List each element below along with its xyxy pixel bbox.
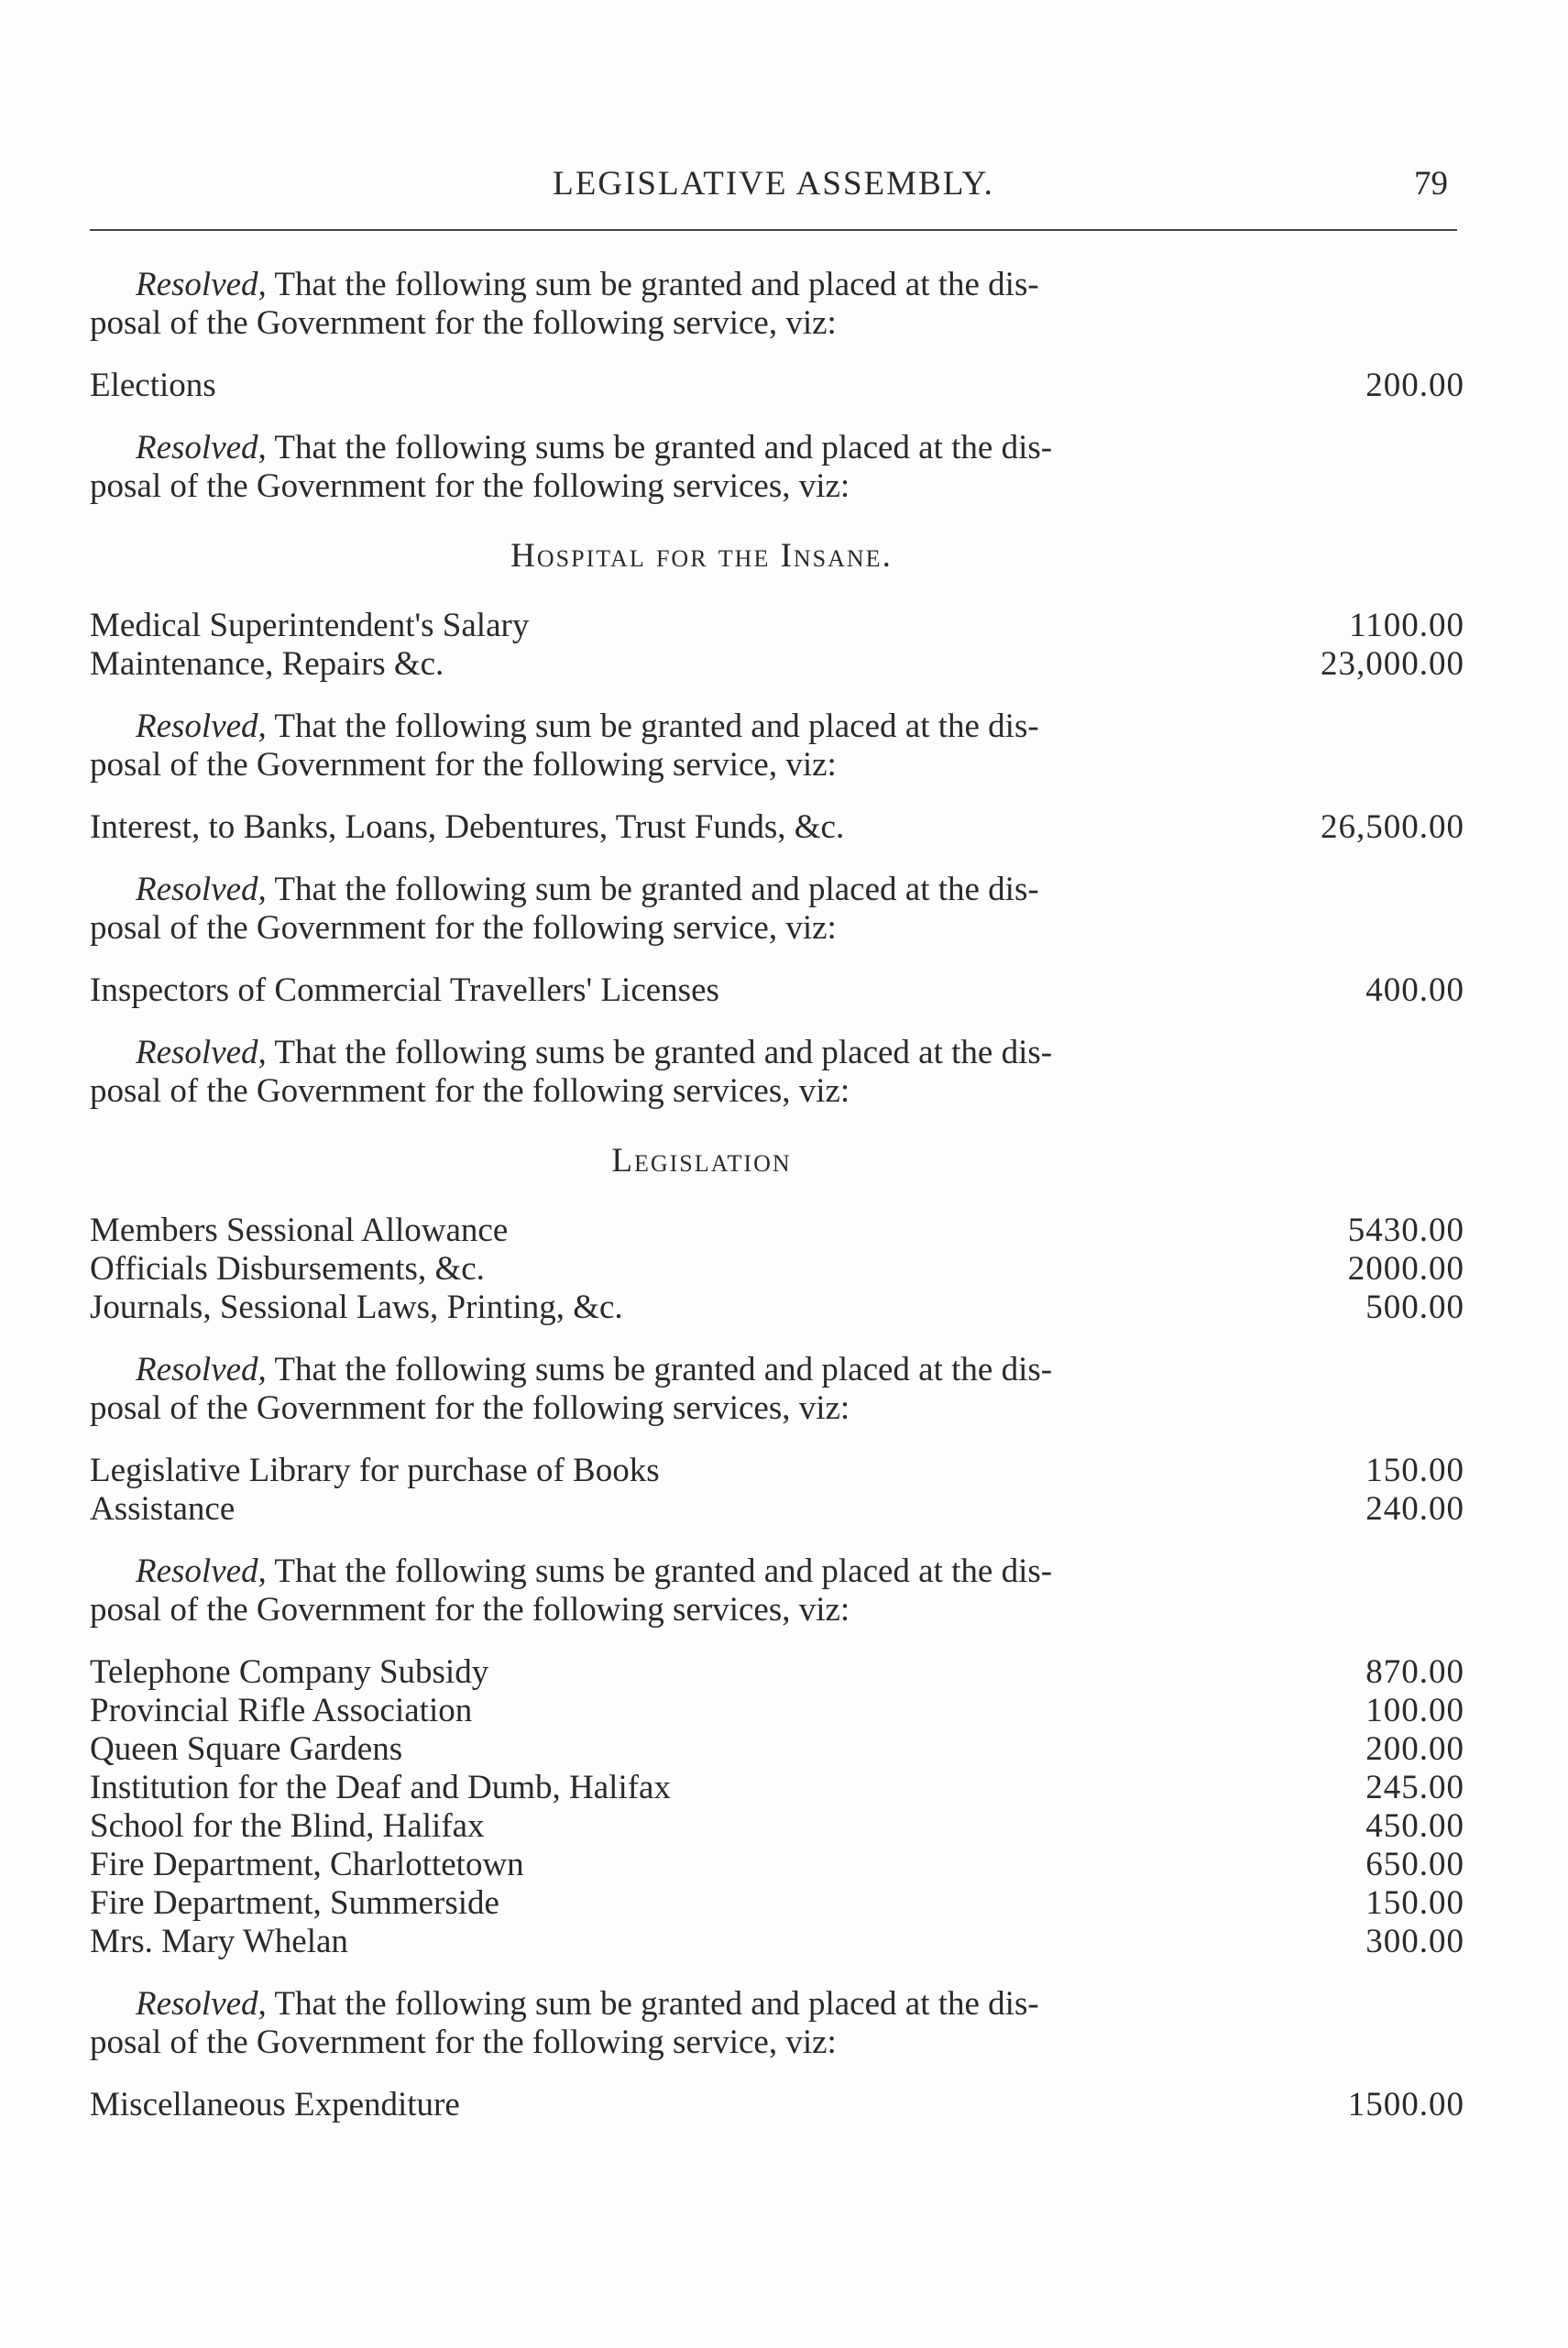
resolved-word: Resolved, [136, 1553, 267, 1590]
item-amount: 150.00 [1365, 1452, 1464, 1489]
item-label: Provincial Rifle Association [90, 1692, 473, 1729]
item-amount: 245.00 [1365, 1769, 1464, 1806]
appropriation-list [90, 1452, 1474, 1529]
resolution-line [90, 1985, 1313, 2024]
item-label: Legislative Library for purchase of Books [90, 1452, 660, 1489]
resolution-line: posal of the Government for the following service, viz: [90, 2024, 837, 2061]
appropriation-row [90, 367, 1464, 405]
appropriation-row [90, 1212, 1464, 1250]
appropriation-row [90, 1452, 1464, 1490]
item-amount: 870.00 [1365, 1653, 1464, 1691]
appropriation-row [90, 1846, 1464, 1884]
resolution-line: posal of the Government for the following services, viz: [90, 1591, 850, 1629]
item-amount: 150.00 [1365, 1884, 1464, 1922]
item-amount: 240.00 [1365, 1490, 1464, 1528]
resolution-line: posal of the Government for the following services, viz: [90, 1072, 850, 1110]
resolution-line: posal of the Government for the following service, viz: [90, 909, 837, 947]
resolution-line: posal of the Government for the following service, viz: [90, 304, 837, 342]
item-label: Journals, Sessional Laws, Printing, &c. [90, 1289, 623, 1326]
resolution-text: That the following sum be granted and placed at the dis- [266, 266, 1039, 303]
appropriation-list [90, 1653, 1474, 1961]
item-label: Mrs. Mary Whelan [90, 1923, 348, 1960]
appropriation-list [90, 808, 1474, 847]
item-amount: 23,000.00 [1321, 645, 1464, 683]
resolved-word: Resolved, [136, 266, 267, 303]
resolution-text: That the following sum be granted and placed at the dis- [266, 871, 1039, 908]
item-amount: 650.00 [1365, 1846, 1464, 1883]
item-label: Maintenance, Repairs &c. [90, 645, 444, 683]
resolution-text: That the following sums be granted and placed at the dis- [266, 1553, 1053, 1590]
item-amount: 26,500.00 [1321, 808, 1464, 846]
appropriation-row [90, 1289, 1464, 1327]
resolution-line [90, 1351, 1313, 1389]
resolution-paragraph [90, 871, 1313, 948]
appropriation-list [90, 1212, 1474, 1327]
item-label: Elections [90, 367, 216, 404]
resolution-line: posal of the Government for the following services, viz: [90, 1389, 850, 1427]
item-amount: 100.00 [1365, 1692, 1464, 1729]
item-amount: 1500.00 [1347, 2086, 1464, 2123]
document-body [90, 266, 1474, 2132]
item-label: Institution for the Deaf and Dumb, Halifax [90, 1769, 671, 1806]
resolution-text: That the following sum be granted and placed at the dis- [266, 708, 1039, 745]
appropriation-row [90, 808, 1464, 847]
appropriation-row [90, 1730, 1464, 1769]
resolution-line [90, 1553, 1313, 1591]
appropriation-list [90, 367, 1474, 405]
resolution-line: posal of the Government for the following service, viz: [90, 746, 837, 784]
appropriation-row [90, 971, 1464, 1010]
item-amount: 1100.00 [1349, 607, 1464, 644]
appropriation-row [90, 1923, 1464, 1961]
item-amount: 450.00 [1365, 1807, 1464, 1845]
item-label: Fire Department, Summerside [90, 1884, 499, 1922]
section-heading: Hospital for the Insane. [510, 537, 893, 575]
resolution-line [90, 1034, 1313, 1072]
appropriation-row [90, 645, 1464, 684]
running-head [90, 160, 1457, 215]
resolution-line [90, 871, 1313, 909]
item-label: Officials Disbursements, &c. [90, 1250, 485, 1288]
resolved-word: Resolved, [136, 871, 267, 908]
resolution-text: That the following sums be granted and placed at the dis- [266, 1034, 1053, 1071]
resolution-text: That the following sum be granted and placed at the dis- [266, 1985, 1039, 2023]
page-number: 79 [1414, 165, 1448, 203]
appropriation-row [90, 2086, 1464, 2124]
resolved-word: Resolved, [136, 1034, 267, 1071]
resolution-paragraph [90, 1985, 1313, 2062]
item-label: Inspectors of Commercial Travellers' Licenses [90, 971, 719, 1009]
item-label: Members Sessional Allowance [90, 1212, 509, 1249]
item-label: Medical Superintendent's Salary [90, 607, 530, 644]
item-label: Telephone Company Subsidy [90, 1653, 489, 1691]
appropriation-row [90, 1692, 1464, 1730]
item-amount: 300.00 [1365, 1923, 1464, 1960]
section-heading: Legislation [611, 1142, 792, 1179]
appropriation-row [90, 1250, 1464, 1289]
resolution-paragraph [90, 708, 1313, 784]
resolution-text: That the following sums be granted and placed at the dis- [266, 1351, 1053, 1388]
resolution-paragraph [90, 1351, 1313, 1428]
item-label: School for the Blind, Halifax [90, 1807, 485, 1845]
resolved-word: Resolved, [136, 1985, 267, 2023]
item-label: Miscellaneous Expenditure [90, 2086, 460, 2123]
resolved-word: Resolved, [136, 1351, 267, 1388]
resolution-paragraph [90, 266, 1313, 343]
appropriation-list [90, 607, 1474, 684]
item-amount: 500.00 [1365, 1289, 1464, 1326]
item-label: Queen Square Gardens [90, 1730, 403, 1768]
appropriation-list [90, 2086, 1474, 2124]
item-amount: 5430.00 [1347, 1212, 1464, 1249]
resolved-word: Resolved, [136, 429, 267, 466]
appropriation-row [90, 1884, 1464, 1923]
appropriation-row [90, 1490, 1464, 1529]
resolution-line [90, 708, 1313, 746]
resolution-paragraph [90, 429, 1313, 506]
item-amount: 2000.00 [1347, 1250, 1464, 1288]
item-label: Interest, to Banks, Loans, Debentures, Trust Funds, &c. [90, 808, 845, 846]
item-label: Fire Department, Charlottetown [90, 1846, 524, 1883]
resolution-line: posal of the Government for the following services, viz: [90, 467, 850, 505]
appropriation-row [90, 1807, 1464, 1846]
item-label: Assistance [90, 1490, 236, 1528]
resolution-line [90, 429, 1313, 467]
resolution-paragraph [90, 1034, 1313, 1111]
resolution-paragraph [90, 1553, 1313, 1629]
appropriation-row [90, 607, 1464, 645]
page-title: LEGISLATIVE ASSEMBLY. [553, 165, 994, 203]
item-amount: 400.00 [1365, 971, 1464, 1009]
item-amount: 200.00 [1365, 367, 1464, 404]
appropriation-list [90, 971, 1474, 1010]
item-amount: 200.00 [1365, 1730, 1464, 1768]
appropriation-row [90, 1653, 1464, 1692]
header-rule [90, 229, 1457, 231]
resolved-word: Resolved, [136, 708, 267, 745]
resolution-line [90, 266, 1313, 304]
appropriation-row [90, 1769, 1464, 1807]
resolution-text: That the following sums be granted and placed at the dis- [266, 429, 1053, 466]
